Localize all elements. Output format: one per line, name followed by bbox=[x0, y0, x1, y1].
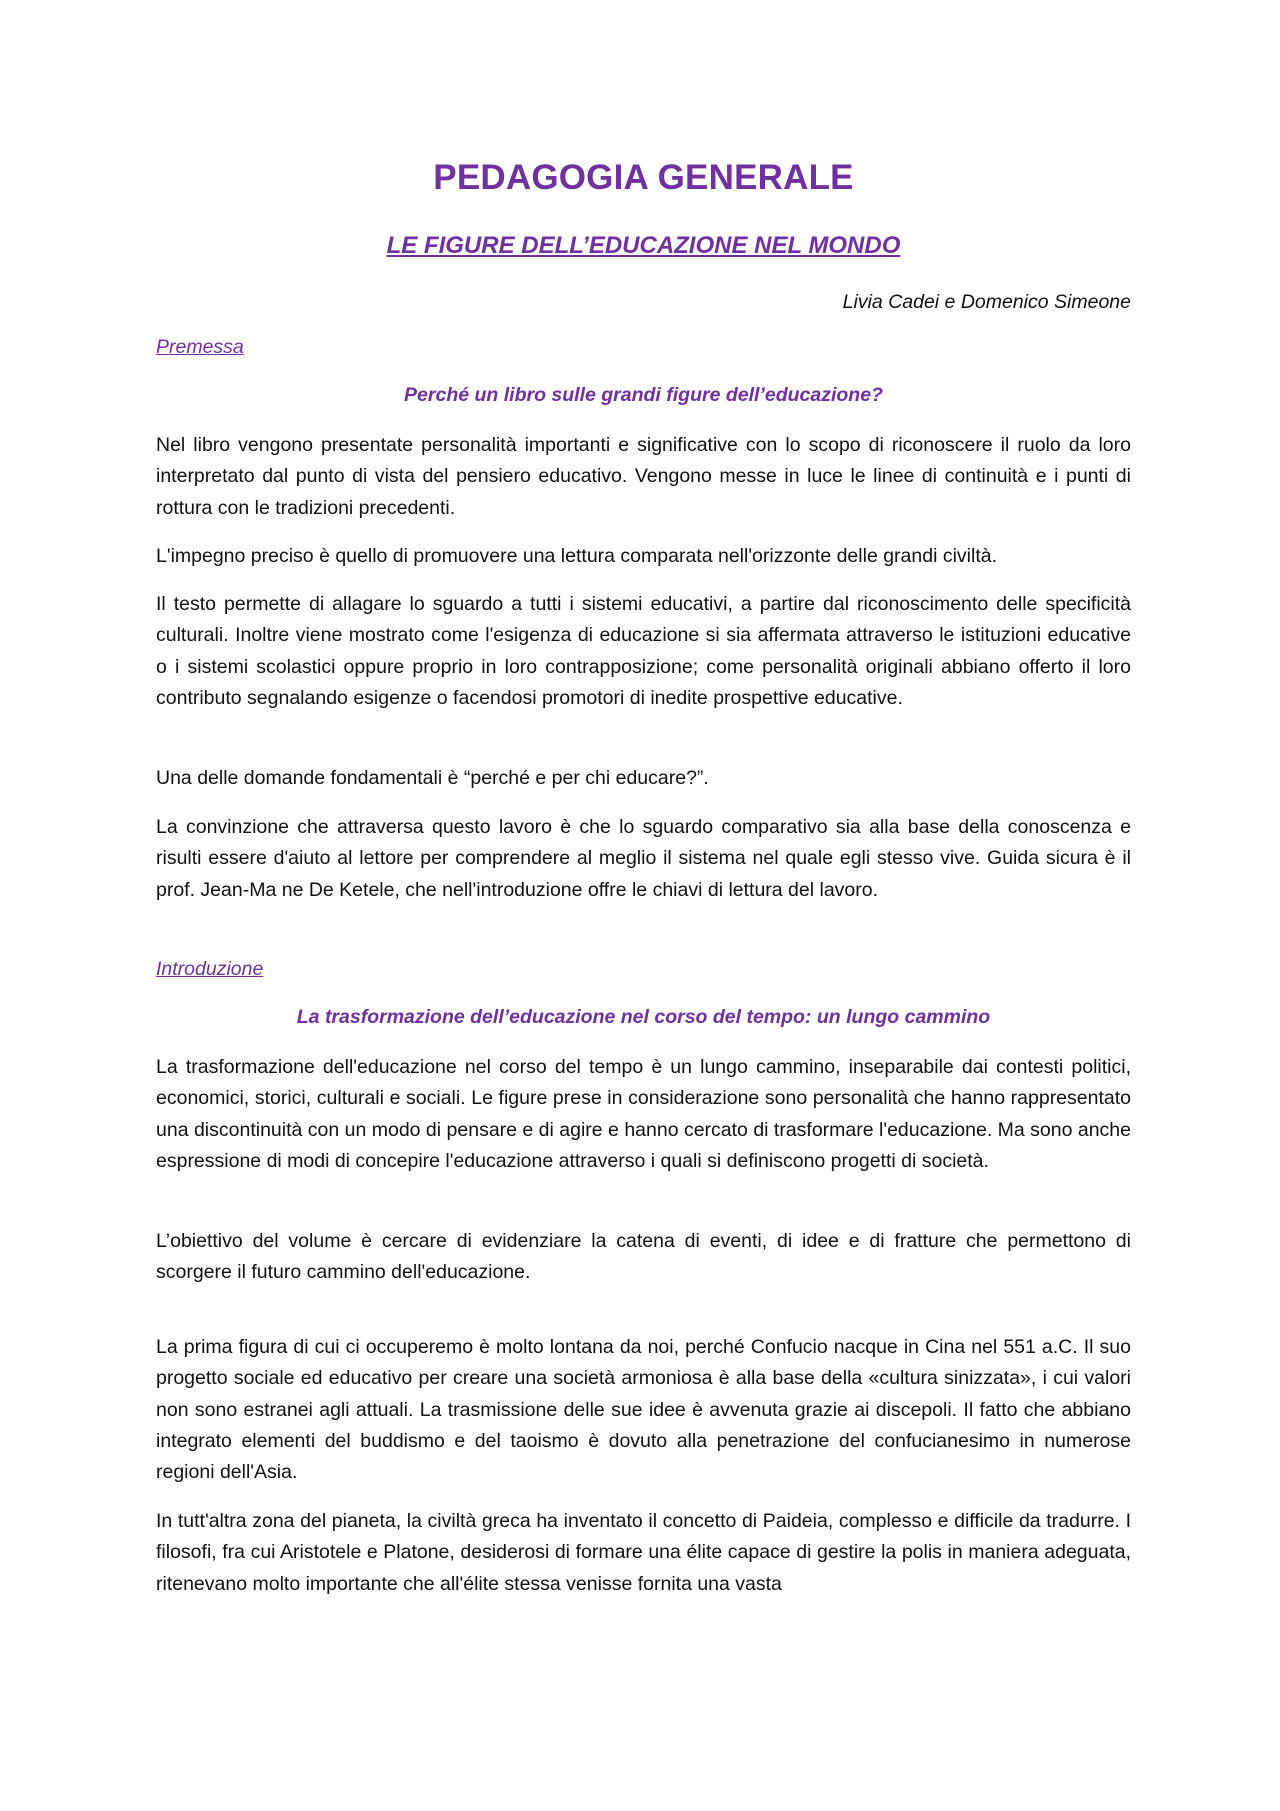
paragraph: Nel libro vengono presentate personalità importanti e significative con lo scopo di riconoscere il ruolo da loro interpretato dal punto di vista del pensiero educativo. Vengono messe in luce le linee di continuità e i punti di rottura con le tradizioni precedenti. bbox=[156, 434, 1131, 519]
section-label-introduzione: Introduzione bbox=[156, 958, 264, 980]
paragraph: In tutt'altra zona del pianeta, la civiltà greca ha inventato il concetto di Paideia, complesso e difficile da tradurre. I filosofi, fra cui Aristotele e Platone, desiderosi di formare una élite capace di gestire la polis in maniera adeguata, ritenevano molto importante che all'élite stessa venisse fornita una vasta bbox=[156, 1510, 1131, 1595]
paragraph: L'impegno preciso è quello di promuovere una lettura comparata nell'orizzonte delle grandi civiltà. bbox=[156, 545, 998, 567]
document-authors: Livia Cadei e Domenico Simeone bbox=[842, 291, 1131, 313]
paragraph: Il testo permette di allagare lo sguardo a tutti i sistemi educativi, a partire dal riconoscimento delle specificità culturali. Inoltre viene mostrato come l'esigenza di educazione si sia affermata attraverso le istituzioni educative o i sistemi scolastici oppure proprio in loro contrapposizione; come personalità originali abbiano offerto il loro contributo segnalando esigenze o facendosi promotori di inedite prospettive educative. bbox=[156, 593, 1131, 709]
document-subtitle: LE FIGURE DELL’EDUCAZIONE NEL MONDO bbox=[386, 232, 901, 259]
document-title: PEDAGOGIA GENERALE bbox=[433, 158, 854, 197]
paragraph: La convinzione che attraversa questo lavoro è che lo sguardo comparativo sia alla base della conoscenza e risulti essere d'aiuto al lettore per comprendere al meglio il sistema nel quale egli stesso vive. Guida sicura è il prof. Jean-Ma ne De Ketele, che nell'introduzione offre le chiavi di lettura del lavoro. bbox=[156, 816, 1131, 901]
section-heading-premessa: Perché un libro sulle grandi figure dell’educazione? bbox=[404, 384, 883, 406]
section-heading-introduzione: La trasformazione dell’educazione nel corso del tempo: un lungo cammino bbox=[296, 1006, 991, 1028]
paragraph: La prima figura di cui ci occuperemo è molto lontana da noi, perché Confucio nacque in Cina nel 551 a.C. Il suo progetto sociale ed educativo per creare una società armoniosa è alla base della «cultura sinizzata», i cui valori non sono estranei agli attuali. La trasmissione delle sue idee è avvenuta grazie ai discepoli. Il fatto che abbiano integrato elementi del buddismo e del taoismo è dovuto alla penetrazione del confucianesimo in numerose regioni dell'Asia. bbox=[156, 1336, 1131, 1484]
paragraph: Una delle domande fondamentali è “perché e per chi educare?”. bbox=[156, 767, 709, 789]
paragraph: L’obiettivo del volume è cercare di evidenziare la catena di eventi, di idee e di fratture che permettono di scorgere il futuro cammino dell'educazione. bbox=[156, 1230, 1131, 1284]
paragraph: La trasformazione dell'educazione nel corso del tempo è un lungo cammino, inseparabile dai contesti politici, economici, storici, culturali e sociali. Le figure prese in considerazione sono personalità che hanno rappresentato una discontinuità con un modo di pensare e di agire e hanno cercato di trasformare l'educazione. Ma sono anche espressione di modi di concepire l'educazione attraverso i quali si definiscono progetti di società. bbox=[156, 1056, 1131, 1172]
section-label-premessa: Premessa bbox=[156, 336, 244, 358]
